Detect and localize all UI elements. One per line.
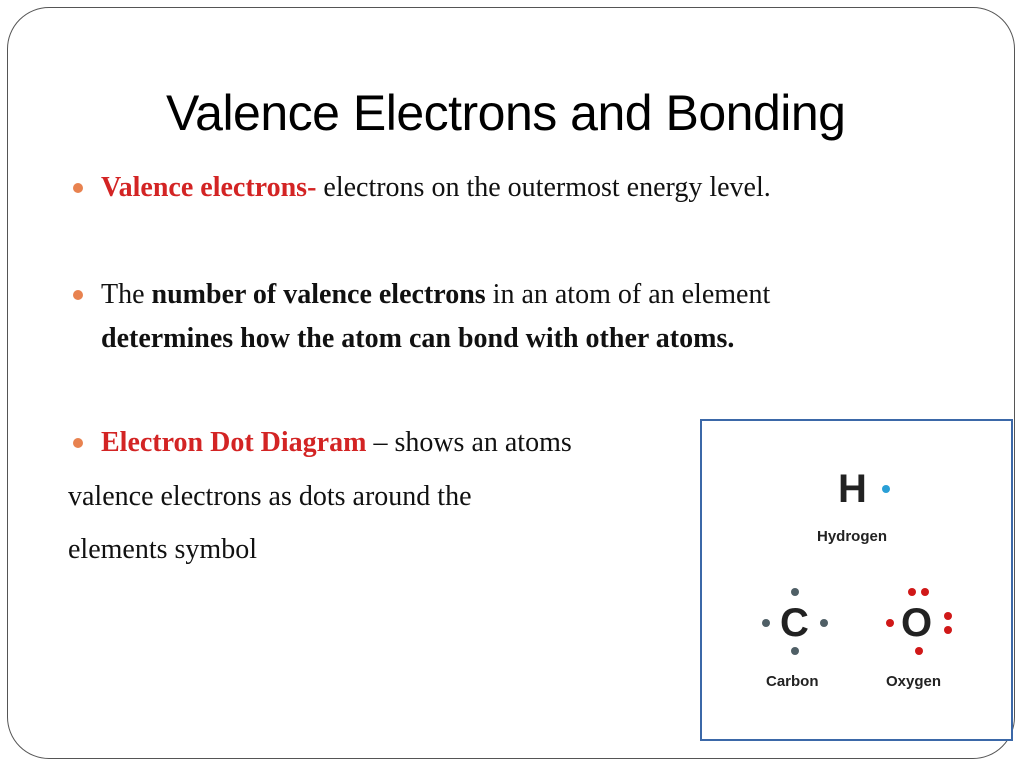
- oxygen-electron-dot: [921, 588, 929, 596]
- oxygen-electron-dot: [908, 588, 916, 596]
- term-electron-dot-diagram: Electron Dot Diagram: [101, 427, 367, 458]
- term-valence-electrons: Valence electrons-: [101, 172, 317, 203]
- carbon-electron-dot: [820, 619, 828, 627]
- oxygen-electron-dot: [915, 647, 923, 655]
- carbon-electron-dot: [762, 619, 770, 627]
- hydrogen-electron-dot: [882, 485, 890, 493]
- hydrogen-symbol: H: [838, 467, 867, 511]
- oxygen-symbol: O: [901, 601, 933, 645]
- bullet-number-of-valence: [101, 273, 770, 317]
- hydrogen-label: Hydrogen: [817, 528, 888, 545]
- carbon-label: Carbon: [766, 673, 819, 690]
- bullet-middle-text: in an atom of an element: [485, 279, 771, 310]
- bullet-prefix: The: [101, 279, 152, 310]
- bullet-marker: [73, 438, 83, 448]
- definition-text: electrons on the outermost energy level.: [316, 172, 771, 203]
- carbon-electron-dot: [791, 588, 799, 596]
- definition-text: – shows an atoms: [366, 427, 572, 458]
- bullet-marker: [73, 290, 83, 300]
- oxygen-electron-dot: [886, 619, 894, 627]
- oxygen-label: Oxygen: [886, 673, 942, 690]
- bullet-bold-continuation: determines how the atom can bond with other atoms.: [101, 323, 735, 354]
- bullet-continuation-line: valence electrons as dots around the: [68, 481, 472, 512]
- bullet-valence-electrons: [101, 166, 771, 210]
- slide-title: Valence Electrons and Bonding: [166, 85, 846, 141]
- bullet-marker: [73, 183, 83, 193]
- oxygen-electron-dot: [944, 626, 952, 634]
- carbon-symbol: C: [780, 601, 809, 645]
- bullet-electron-dot-diagram: [101, 421, 572, 465]
- carbon-electron-dot: [791, 647, 799, 655]
- bold-phrase: number of valence electrons: [151, 279, 486, 310]
- electron-dot-diagram-image: [700, 419, 1013, 741]
- bullet-continuation-line: elements symbol: [68, 534, 257, 565]
- oxygen-electron-dot: [944, 612, 952, 620]
